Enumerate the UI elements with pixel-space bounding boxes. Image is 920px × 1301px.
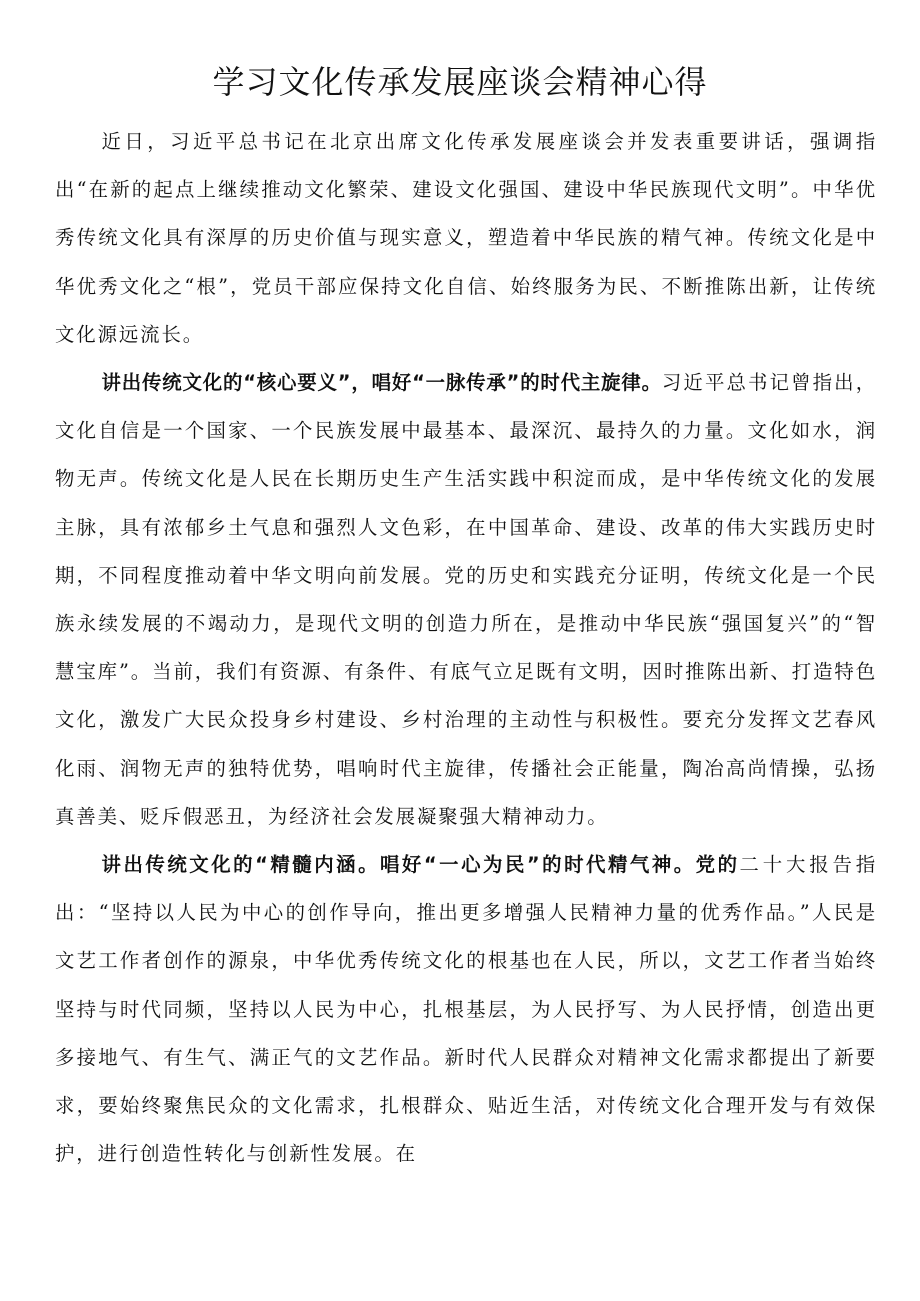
document-body <box>55 118 877 1178</box>
paragraph-intro <box>55 118 877 359</box>
paragraph-essence-text: 二十大报告指出：“坚持以人民为中心的创作导向，推出更多增强人民精神力量的优秀作品。”人民是文艺工作者创作的源泉，中华优秀传统文化的根基也在人民，所以，文艺工作者当始终坚持与时代同频，坚持以人民为中心，扎根基层，为人民抒写、为人民抒情，创造出更多接地气、有生气、满正气的文艺作品。新时代人民群众对精神文化需求都提出了新要求，要始终聚焦民众的文化需求，扎根群众、贴近生活，对传统文化合理开发与有效保护，进行创造性转化与创新性发展。在 <box>55 853 877 1166</box>
document-title: 学习文化传承发展座谈会精神心得 <box>212 63 708 101</box>
paragraph-core-meaning-heading: 讲出传统文化的“核心要义”，唱好“一脉传承”的时代主旋律。 <box>101 371 662 395</box>
paragraph-essence <box>55 841 877 1178</box>
paragraph-intro-text: 近日，习近平总书记在北京出席文化传承发展座谈会并发表重要讲话，强调指出“在新的起点上继续推动文化繁荣、建设文化强国、建设中华民族现代文明”。中华优秀传统文化具有深厚的历史价值与现实意义，塑造着中华民族的精气神。传统文化是中华优秀文化之“根”，党员干部应保持文化自信、始终服务为民、不断推陈出新，让传统文化源远流长。 <box>55 130 877 346</box>
paragraph-core-meaning <box>55 359 877 841</box>
paragraph-essence-heading: 讲出传统文化的“精髓内涵。唱好“一心为民”的时代精气神。党的 <box>101 853 740 877</box>
paragraph-core-meaning-text: 习近平总书记曾指出，文化自信是一个国家、一个民族发展中最基本、最深沉、最持久的力量。文化如水，润物无声。传统文化是人民在长期历史生产生活实践中积淀而成，是中华传统文化的发展主脉，具有浓郁乡土气息和强烈人文色彩，在中国革命、建设、改革的伟大实践历史时期，不同程度推动着中华文明向前发展。党的历史和实践充分证明，传统文化是一个民族永续发展的不竭动力，是现代文明的创造力所在，是推动中华民族“强国复兴”的“智慧宝库”。当前，我们有资源、有条件、有底气立足既有文明，因时推陈出新、打造特色文化，激发广大民众投身乡村建设、乡村治理的主动性与积极性。要充分发挥文艺春风化雨、润物无声的独特优势，唱响时代主旋律，传播社会正能量，陶冶高尚情操，弘扬真善美、贬斥假恶丑，为经济社会发展凝聚强大精神动力。 <box>55 371 878 828</box>
